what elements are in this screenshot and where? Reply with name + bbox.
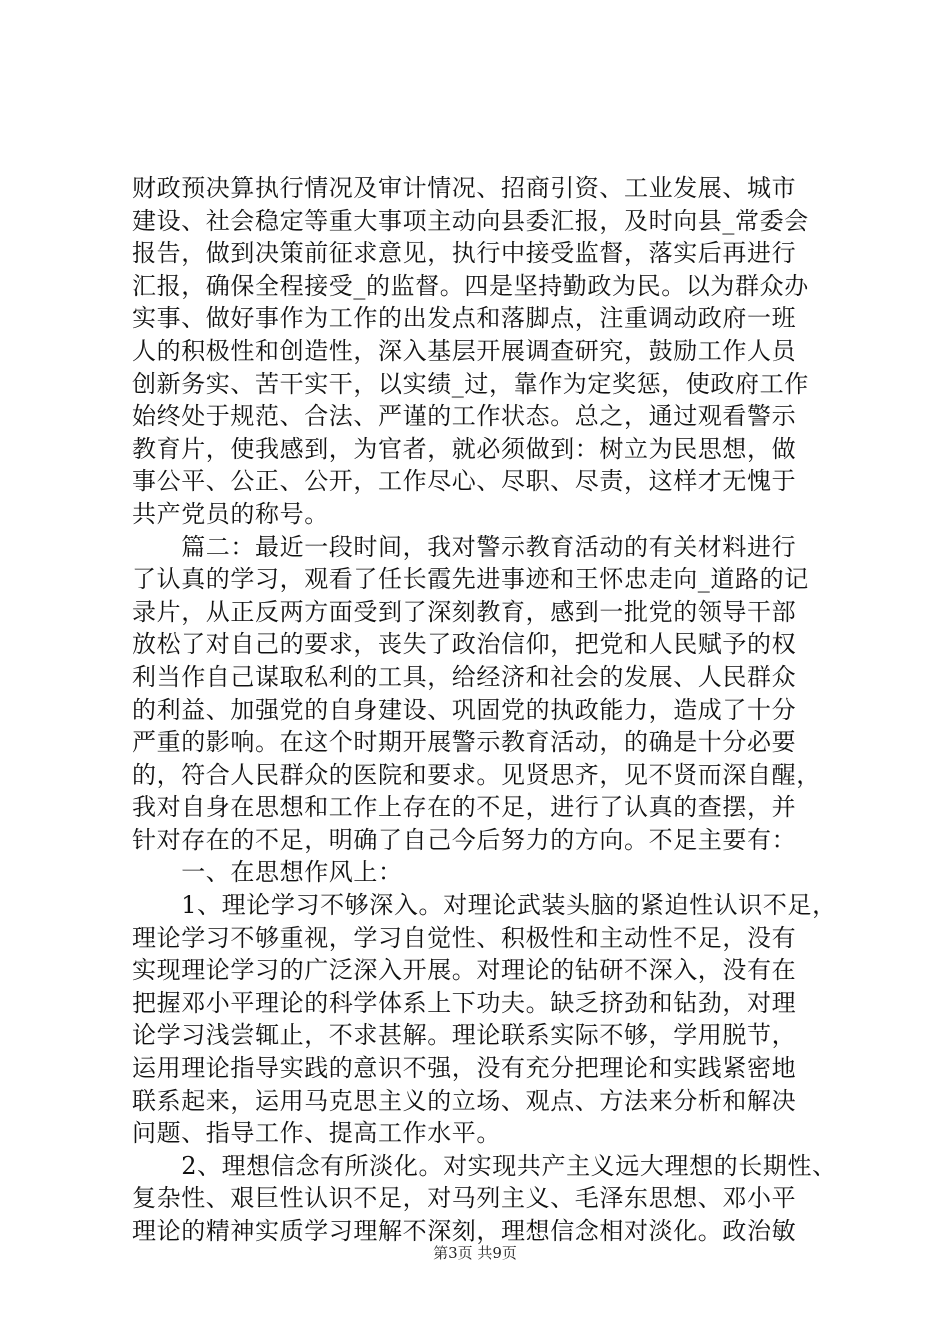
- text-line: 联系起来，运用马克思主义的立场、观点、方法来分析和解决: [132, 1086, 797, 1115]
- text-line: 教育片，使我感到，为官者，就必须做到：树立为民思想，做: [132, 434, 797, 463]
- body-text: [132, 172, 837, 1248]
- text-line: 实现理论学习的广泛深入开展。对理论的钻研不深入，没有在: [132, 956, 797, 985]
- text-line: 了认真的学习，观看了任长霞先进事迹和王怀忠走向_道路的记: [132, 565, 809, 594]
- text-line: 把握邓小平理论的科学体系上下功夫。缺乏挤劲和钻劲，对理: [132, 988, 797, 1017]
- text-line: 始终处于规范、合法、严谨的工作状态。总之，通过观看警示: [132, 402, 797, 431]
- text-line: 理论的精神实质学习理解不深刻，理想信念相对淡化。政治敏: [132, 1217, 797, 1245]
- text-line: 严重的影响。在这个时期开展警示教育活动，的确是十分必要: [132, 728, 797, 757]
- text-line: 1、理论学习不够深入。对理论武装头脑的紧迫性认识不足，: [132, 891, 837, 920]
- text-line: 事公平、公正、公开，工作尽心、尽职、尽责，这样才无愧于: [132, 467, 797, 496]
- page-footer: 第3页 共9页: [433, 1244, 517, 1262]
- text-line: 论学习浅尝辄止，不求甚解。理论联系实际不够，学用脱节，: [132, 1021, 797, 1050]
- text-line: 放松了对自己的要求，丧失了政治信仰，把党和人民赋予的权: [132, 630, 797, 659]
- text-line: 的利益、加强党的自身建设、巩固党的执政能力，造成了十分: [132, 695, 797, 724]
- text-line: 创新务实、苦干实干，以实绩_过，靠作为定奖惩，使政府工作: [132, 369, 809, 398]
- text-line: 财政预决算执行情况及审计情况、招商引资、工业发展、城市: [132, 174, 797, 202]
- text-line: 一、在思想作风上：: [132, 858, 403, 887]
- text-line: 运用理论指导实践的意识不强，没有充分把理论和实践紧密地: [132, 1054, 797, 1083]
- text-line: 的，符合人民群众的医院和要求。见贤思齐，见不贤而深自醒，: [132, 760, 821, 789]
- text-line: 人的积极性和创造性，深入基层开展调查研究，鼓励工作人员: [132, 336, 797, 365]
- text-line: 录片，从正反两方面受到了深刻教育，感到一批党的领导干部: [132, 597, 797, 626]
- text-line: 针对存在的不足，明确了自己今后努力的方向。不足主要有：: [132, 825, 797, 854]
- text-line: 复杂性、艰巨性认识不足，对马列主义、毛泽东思想、邓小平: [132, 1184, 797, 1213]
- text-line: 利当作自己谋取私利的工具，给经济和社会的发展、人民群众: [132, 662, 797, 691]
- text-line: 2、理想信念有所淡化。对实现共产主义远大理想的长期性、: [132, 1151, 837, 1180]
- text-line: 共产党员的称号。: [132, 499, 329, 528]
- text-line: 建设、社会稳定等重大事项主动向县委汇报，及时向县_常委会: [132, 206, 809, 235]
- text-line: 问题、指导工作、提高工作水平。: [132, 1119, 501, 1148]
- text-line: 报告，做到决策前征求意见，执行中接受监督，落实后再进行: [132, 239, 797, 268]
- text-line: 汇报，确保全程接受_的监督。四是坚持勤政为民。以为群众办: [132, 271, 809, 300]
- text-line: 理论学习不够重视，学习自觉性、积极性和主动性不足，没有: [132, 923, 797, 952]
- text-line: 篇二：最近一段时间，我对警示教育活动的有关材料进行: [132, 532, 797, 561]
- text-line: 我对自身在思想和工作上存在的不足，进行了认真的查摆，并: [132, 793, 797, 822]
- text-line: 实事、做好事作为工作的出发点和落脚点，注重调动政府一班: [132, 304, 797, 333]
